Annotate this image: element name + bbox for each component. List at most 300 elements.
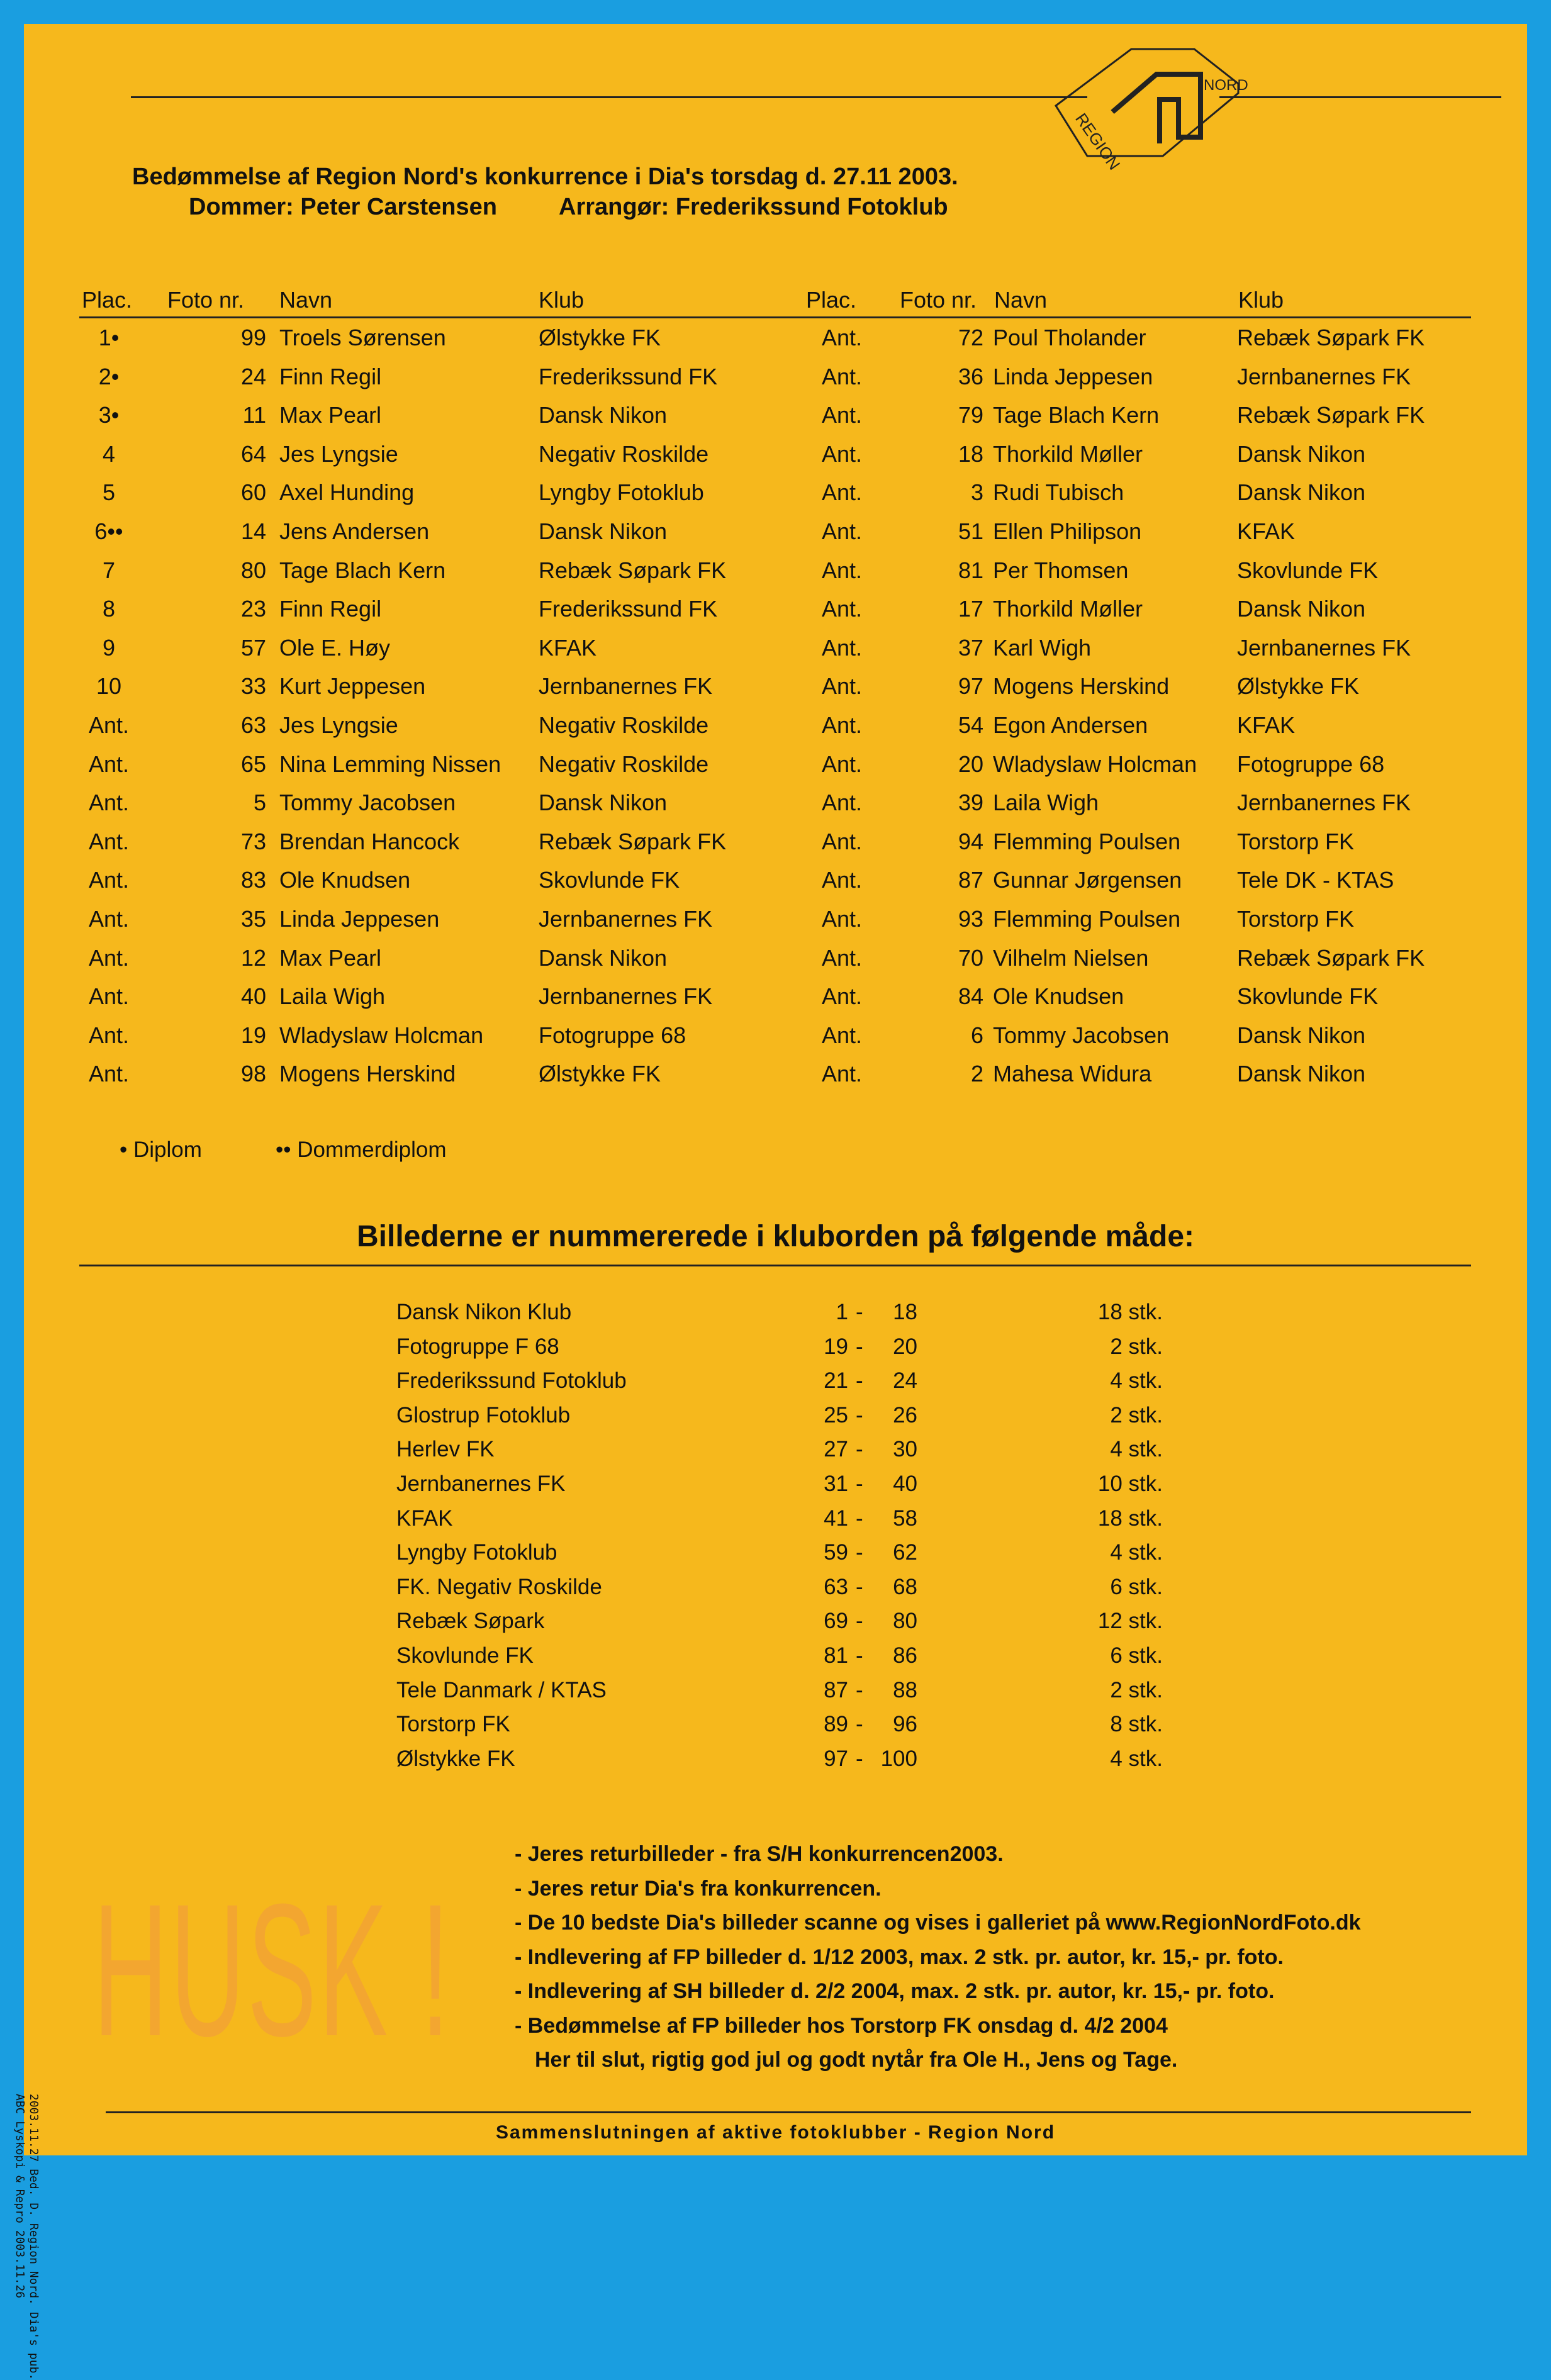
range-from: 1 [836, 1300, 848, 1324]
organizer-line: Arrangør: Frederikssund Fotoklub [559, 194, 948, 220]
club-name: Rebæk Søpark [396, 1609, 545, 1634]
left-foto: 12 [240, 944, 266, 971]
club-row [24, 1295, 1527, 1329]
left-plac: 3• [98, 402, 120, 428]
right-foto: 3 [970, 479, 983, 506]
footer-text: Sammenslutningen af aktive fotoklubber - Region Nord [495, 2122, 1056, 2143]
range-to: 18 [893, 1300, 917, 1324]
range-from: 59 [824, 1540, 848, 1565]
left-foto: 64 [240, 440, 266, 467]
right-plac: Ant. [821, 828, 863, 854]
club-name: Herlev FK [396, 1437, 495, 1462]
right-klub: KFAK [1237, 712, 1296, 738]
table-row [24, 397, 1527, 436]
left-plac: 10 [96, 673, 122, 700]
club-name: Lyngby Fotoklub [396, 1540, 557, 1565]
right-klub: Rebæk Søpark FK [1237, 944, 1425, 971]
left-klub: Jernbanernes FK [539, 905, 713, 932]
range-to: 80 [893, 1609, 917, 1634]
left-foto: 5 [253, 790, 266, 816]
left-klub: Dansk Nikon [539, 944, 668, 971]
table-row [24, 591, 1527, 630]
right-navn: Egon Andersen [993, 712, 1148, 738]
range-dash: - [856, 1506, 863, 1531]
table-row [24, 436, 1527, 475]
left-klub: Jernbanernes FK [539, 673, 713, 700]
range-from: 97 [824, 1746, 848, 1771]
left-plac: 1• [98, 325, 120, 350]
left-plac: Ant. [88, 751, 130, 777]
club-name: KFAK [396, 1506, 453, 1531]
left-navn: Axel Hunding [279, 479, 415, 506]
side-line-2: ABC Lyskopi & Repro 2003.11.26 [13, 2094, 26, 2299]
left-foto: 14 [240, 518, 266, 544]
right-navn: Thorkild Møller [993, 596, 1143, 622]
left-klub: Frederikssund FK [539, 363, 718, 389]
right-foto: 18 [958, 440, 983, 467]
right-navn: Tage Blach Kern [993, 402, 1160, 428]
range-to: 40 [893, 1471, 917, 1496]
left-klub: Negativ Roskilde [539, 751, 709, 777]
col-plac-right: Plac. [806, 287, 857, 313]
right-navn: Mogens Herskind [993, 673, 1170, 700]
left-klub: Ølstykke FK [539, 1061, 661, 1087]
club-name: Jernbanernes FK [396, 1471, 566, 1496]
left-plac: 7 [102, 557, 116, 583]
left-plac: Ant. [88, 944, 130, 971]
right-navn: Gunnar Jørgensen [993, 867, 1182, 893]
right-foto: 37 [958, 634, 983, 661]
table-row [24, 474, 1527, 513]
left-foto: 60 [240, 479, 266, 506]
table-row [24, 901, 1527, 940]
results-table [24, 320, 1527, 1095]
club-numbering-list [24, 1295, 1527, 1775]
range-to: 62 [893, 1540, 917, 1565]
club-name: Fotogruppe F 68 [396, 1334, 559, 1359]
club-row [24, 1398, 1527, 1433]
left-foto: 57 [240, 634, 266, 661]
range-dash: - [856, 1643, 863, 1668]
range-from: 19 [824, 1334, 848, 1359]
table-row [24, 320, 1527, 359]
note-line: - Jeres returbilleder - fra S/H konkurrencen2003. [515, 1842, 1004, 1866]
table-row [24, 978, 1527, 1017]
logo-region-text: REGION [1072, 109, 1124, 174]
right-plac: Ant. [821, 712, 863, 738]
right-foto: 81 [958, 557, 983, 583]
club-count: 2 stk. [1110, 1334, 1163, 1359]
left-plac: 6•• [94, 518, 123, 544]
left-plac: Ant. [88, 867, 130, 893]
left-plac: Ant. [88, 983, 130, 1010]
range-to: 86 [893, 1643, 917, 1668]
right-klub: Dansk Nikon [1237, 1061, 1366, 1087]
left-navn: Finn Regil [279, 596, 382, 622]
table-row [24, 359, 1527, 398]
range-dash: - [856, 1300, 863, 1324]
club-count: 10 stk. [1097, 1471, 1163, 1496]
right-foto: 94 [958, 828, 983, 854]
right-foto: 84 [958, 983, 983, 1010]
right-plac: Ant. [821, 751, 863, 777]
range-dash: - [856, 1746, 863, 1771]
range-dash: - [856, 1471, 863, 1496]
left-klub: Negativ Roskilde [539, 712, 709, 738]
club-count: 4 stk. [1110, 1746, 1163, 1771]
club-row [24, 1535, 1527, 1570]
club-row [24, 1638, 1527, 1673]
left-klub: Rebæk Søpark FK [539, 557, 727, 583]
club-name: Glostrup Fotoklub [396, 1402, 571, 1427]
right-foto: 97 [958, 673, 983, 700]
club-row [24, 1467, 1527, 1501]
right-klub: Skovlunde FK [1237, 983, 1379, 1010]
range-to: 96 [893, 1712, 917, 1737]
range-to: 58 [893, 1506, 917, 1531]
club-row [24, 1501, 1527, 1536]
left-klub: Ølstykke FK [539, 325, 661, 350]
club-name: Tele Danmark / KTAS [396, 1677, 607, 1702]
legend-dommerdiplom: •• Dommerdiplom [276, 1137, 447, 1162]
club-name: FK. Negativ Roskilde [396, 1574, 602, 1599]
note-line: - De 10 bedste Dia's billeder scanne og vises i galleriet på www.RegionNordFoto.dk [515, 1911, 1361, 1935]
club-count: 6 stk. [1110, 1643, 1163, 1668]
range-to: 68 [893, 1574, 917, 1599]
left-klub: Negativ Roskilde [539, 440, 709, 467]
judge-line: Dommer: Peter Carstensen [189, 194, 497, 220]
range-dash: - [856, 1368, 863, 1394]
left-navn: Wladyslaw Holcman [279, 1022, 484, 1048]
left-foto: 11 [242, 402, 266, 428]
range-dash: - [856, 1540, 863, 1565]
left-plac: Ant. [88, 790, 130, 816]
left-foto: 83 [240, 867, 266, 893]
left-klub: Jernbanernes FK [539, 983, 713, 1010]
col-klub-left: Klub [539, 287, 585, 313]
right-navn: Flemming Poulsen [993, 828, 1181, 854]
range-from: 89 [824, 1712, 848, 1737]
right-foto: 36 [958, 363, 983, 389]
left-navn: Max Pearl [279, 402, 382, 428]
left-foto: 35 [240, 905, 266, 932]
range-from: 21 [824, 1368, 848, 1394]
left-foto: 73 [240, 828, 266, 854]
table-header-rule [79, 316, 1471, 318]
left-foto: 40 [240, 983, 266, 1010]
note-line: - Indlevering af FP billeder d. 1/12 2003, max. 2 stk. pr. autor, kr. 15,- pr. foto. [515, 1945, 1284, 1969]
left-navn: Max Pearl [279, 944, 382, 971]
range-to: 30 [893, 1437, 917, 1462]
note-line: Her til slut, rigtig god jul og godt nytår fra Ole H., Jens og Tage. [535, 2048, 1178, 2072]
left-plac: 2• [98, 363, 120, 389]
table-row [24, 824, 1527, 863]
right-klub: Dansk Nikon [1237, 479, 1366, 506]
left-navn: Finn Regil [279, 363, 382, 389]
right-foto: 6 [970, 1022, 983, 1048]
legend-diplom: • Diplom [120, 1137, 202, 1162]
right-navn: Thorkild Møller [993, 440, 1143, 467]
club-count: 4 stk. [1110, 1540, 1163, 1565]
left-plac: Ant. [88, 1022, 130, 1048]
right-klub: Torstorp FK [1237, 905, 1355, 932]
left-klub: Dansk Nikon [539, 402, 668, 428]
right-foto: 79 [958, 402, 983, 428]
left-foto: 23 [240, 596, 266, 622]
page-title: Bedømmelse af Region Nord's konkurrence i Dia's torsdag d. 27.11 2003. [132, 164, 958, 190]
right-klub: Jernbanernes FK [1237, 634, 1411, 661]
range-to: 88 [893, 1677, 917, 1702]
numbering-title: Billederne er nummererede i kluborden på følgende måde: [357, 1220, 1194, 1253]
left-foto: 63 [240, 712, 266, 738]
left-navn: Nina Lemming Nissen [279, 751, 501, 777]
right-foto: 2 [970, 1061, 983, 1087]
club-count: 4 stk. [1110, 1368, 1163, 1394]
club-name: Ølstykke FK [396, 1746, 515, 1771]
left-plac: 5 [102, 479, 116, 506]
club-name: Skovlunde FK [396, 1643, 534, 1668]
right-foto: 20 [958, 751, 983, 777]
top-rule-left [131, 96, 1087, 98]
club-count: 18 stk. [1097, 1300, 1163, 1324]
left-navn: Ole Knudsen [279, 867, 411, 893]
right-klub: Skovlunde FK [1237, 557, 1379, 583]
club-count: 2 stk. [1110, 1402, 1163, 1427]
right-foto: 72 [958, 325, 983, 350]
left-plac: Ant. [88, 905, 130, 932]
range-to: 100 [880, 1746, 917, 1771]
right-plac: Ant. [821, 402, 863, 428]
range-from: 87 [824, 1677, 848, 1702]
left-navn: Mogens Herskind [279, 1061, 456, 1087]
right-foto: 51 [958, 518, 983, 544]
club-row [24, 1432, 1527, 1467]
left-klub: Dansk Nikon [539, 790, 668, 816]
club-row [24, 1673, 1527, 1707]
right-plac: Ant. [821, 905, 863, 932]
range-from: 25 [824, 1402, 848, 1427]
left-foto: 99 [240, 325, 266, 350]
right-navn: Ellen Philipson [993, 518, 1142, 544]
range-to: 20 [893, 1334, 917, 1359]
region-nord-logo [1050, 36, 1263, 194]
left-navn: Laila Wigh [279, 983, 386, 1010]
right-klub: Dansk Nikon [1237, 440, 1366, 467]
note-line: - Jeres retur Dia's fra konkurrencen. [515, 1876, 882, 1901]
right-plac: Ant. [821, 518, 863, 544]
club-row [24, 1570, 1527, 1604]
left-klub: Skovlunde FK [539, 867, 680, 893]
right-plac: Ant. [821, 440, 863, 467]
left-plac: Ant. [88, 828, 130, 854]
right-navn: Linda Jeppesen [993, 363, 1153, 389]
table-row [24, 668, 1527, 707]
left-foto: 98 [240, 1061, 266, 1087]
left-navn: Kurt Jeppesen [279, 673, 426, 700]
club-name: Dansk Nikon Klub [396, 1300, 572, 1324]
range-dash: - [856, 1677, 863, 1702]
document-page [13, 24, 1527, 2380]
left-navn: Ole E. Høy [279, 634, 391, 661]
club-count: 4 stk. [1110, 1437, 1163, 1462]
right-klub: Rebæk Søpark FK [1237, 325, 1425, 350]
club-name: Torstorp FK [396, 1712, 510, 1737]
right-plac: Ant. [821, 790, 863, 816]
col-foto-right: Foto nr. [900, 287, 977, 313]
col-klub-right: Klub [1238, 287, 1284, 313]
range-from: 81 [824, 1643, 848, 1668]
table-row [24, 630, 1527, 669]
col-foto-left: Foto nr. [167, 287, 245, 313]
club-count: 6 stk. [1110, 1574, 1163, 1599]
husk-watermark: HUSK ! [93, 1864, 452, 2076]
side-line-1: 2003.11.27 Bed. D. Region Nord. Dia's pub. [27, 2094, 40, 2380]
left-navn: Tage Blach Kern [279, 557, 446, 583]
logo-nord-text: NORD [1204, 77, 1248, 94]
col-plac-left: Plac. [82, 287, 133, 313]
right-foto: 17 [958, 596, 983, 622]
left-plac: Ant. [88, 712, 130, 738]
club-name: Frederikssund Fotoklub [396, 1368, 627, 1394]
right-klub: Dansk Nikon [1237, 596, 1366, 622]
left-foto: 19 [240, 1022, 266, 1048]
right-klub: Ølstykke FK [1237, 673, 1360, 700]
right-navn: Vilhelm Nielsen [993, 944, 1149, 971]
table-row [24, 862, 1527, 901]
right-navn: Per Thomsen [993, 557, 1129, 583]
table-row [24, 513, 1527, 552]
club-row [24, 1707, 1527, 1741]
right-klub: Jernbanernes FK [1237, 790, 1411, 816]
note-line: - Indlevering af SH billeder d. 2/2 2004, max. 2 stk. pr. autor, kr. 15,- pr. foto. [515, 1979, 1275, 2003]
range-from: 69 [824, 1609, 848, 1634]
right-klub: Rebæk Søpark FK [1237, 402, 1425, 428]
right-klub: KFAK [1237, 518, 1296, 544]
right-klub: Tele DK - KTAS [1237, 867, 1394, 893]
range-to: 26 [893, 1402, 917, 1427]
right-navn: Ole Knudsen [993, 983, 1124, 1010]
right-navn: Laila Wigh [993, 790, 1099, 816]
right-plac: Ant. [821, 867, 863, 893]
range-from: 63 [824, 1574, 848, 1599]
left-klub: Frederikssund FK [539, 596, 718, 622]
right-plac: Ant. [821, 673, 863, 700]
right-foto: 93 [958, 905, 983, 932]
left-navn: Jes Lyngsie [279, 712, 398, 738]
table-row [24, 940, 1527, 979]
note-line: - Bedømmelse af FP billeder hos Torstorp FK onsdag d. 4/2 2004 [515, 2013, 1168, 2038]
range-to: 24 [893, 1368, 917, 1394]
right-plac: Ant. [821, 944, 863, 971]
range-dash: - [856, 1437, 863, 1462]
left-foto: 80 [240, 557, 266, 583]
left-klub: KFAK [539, 634, 597, 661]
left-plac: Ant. [88, 1061, 130, 1087]
club-count: 2 stk. [1110, 1677, 1163, 1702]
reminder-notes [515, 1842, 1496, 2082]
right-navn: Karl Wigh [993, 634, 1092, 661]
table-row [24, 552, 1527, 591]
right-klub: Dansk Nikon [1237, 1022, 1366, 1048]
left-plac: 9 [102, 634, 116, 661]
right-plac: Ant. [821, 363, 863, 389]
right-plac: Ant. [821, 557, 863, 583]
col-navn-left: Navn [279, 287, 333, 313]
right-navn: Mahesa Widura [993, 1061, 1152, 1087]
range-dash: - [856, 1334, 863, 1359]
right-navn: Wladyslaw Holcman [993, 751, 1197, 777]
right-navn: Poul Tholander [993, 325, 1146, 350]
left-navn: Jes Lyngsie [279, 440, 398, 467]
range-from: 41 [824, 1506, 848, 1531]
range-dash: - [856, 1609, 863, 1634]
left-klub: Lyngby Fotoklub [539, 479, 704, 506]
right-foto: 39 [958, 790, 983, 816]
left-klub: Rebæk Søpark FK [539, 828, 727, 854]
left-foto: 33 [240, 673, 266, 700]
right-foto: 70 [958, 944, 983, 971]
right-plac: Ant. [821, 479, 863, 506]
right-plac: Ant. [821, 1022, 863, 1048]
right-foto: 87 [958, 867, 983, 893]
club-row [24, 1741, 1527, 1776]
right-navn: Flemming Poulsen [993, 905, 1181, 932]
left-navn: Tommy Jacobsen [279, 790, 456, 816]
club-count: 18 stk. [1097, 1506, 1163, 1531]
right-klub: Jernbanernes FK [1237, 363, 1411, 389]
club-row [24, 1329, 1527, 1364]
right-foto: 54 [958, 712, 983, 738]
left-foto: 24 [240, 363, 266, 389]
numbering-rule [79, 1265, 1471, 1266]
club-count: 12 stk. [1097, 1609, 1163, 1634]
table-row [24, 1056, 1527, 1095]
left-plac: 4 [102, 440, 116, 467]
footer-rule [106, 2111, 1471, 2113]
col-navn-right: Navn [994, 287, 1048, 313]
range-from: 31 [824, 1471, 848, 1496]
table-row [24, 746, 1527, 785]
table-row [24, 707, 1527, 746]
right-klub: Torstorp FK [1237, 828, 1355, 854]
left-navn: Troels Sørensen [279, 325, 446, 350]
left-foto: 65 [240, 751, 266, 777]
right-plac: Ant. [821, 325, 863, 350]
right-navn: Rudi Tubisch [993, 479, 1124, 506]
left-navn: Jens Andersen [279, 518, 430, 544]
right-plac: Ant. [821, 634, 863, 661]
range-from: 27 [824, 1437, 848, 1462]
right-navn: Tommy Jacobsen [993, 1022, 1170, 1048]
right-klub: Fotogruppe 68 [1237, 751, 1385, 777]
table-row [24, 1017, 1527, 1056]
range-dash: - [856, 1402, 863, 1427]
club-row [24, 1363, 1527, 1398]
left-klub: Fotogruppe 68 [539, 1022, 686, 1048]
right-plac: Ant. [821, 983, 863, 1010]
club-count: 8 stk. [1110, 1712, 1163, 1737]
left-plac: 8 [102, 596, 116, 622]
range-dash: - [856, 1574, 863, 1599]
range-dash: - [856, 1712, 863, 1737]
right-plac: Ant. [821, 1061, 863, 1087]
left-navn: Brendan Hancock [279, 828, 460, 854]
left-klub: Dansk Nikon [539, 518, 668, 544]
table-row [24, 785, 1527, 824]
right-plac: Ant. [821, 596, 863, 622]
left-navn: Linda Jeppesen [279, 905, 440, 932]
club-row [24, 1604, 1527, 1638]
